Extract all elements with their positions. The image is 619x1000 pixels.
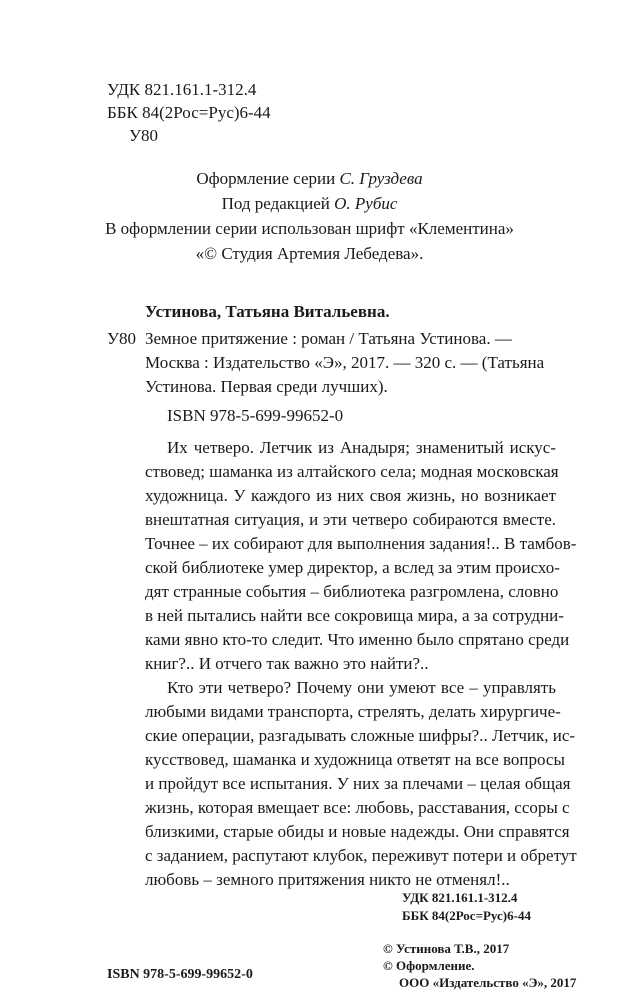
- text-line: Кто эти четверо? Почему они умеют все – управлять: [167, 678, 556, 697]
- series-design-line: Оформление серии С. Груздева: [196, 169, 423, 188]
- text-line: любыми видами транспорта, стрелять, делать хирургиче-: [145, 702, 561, 721]
- text-line: внештатная ситуация, и эти четверо собираются вместе.: [145, 510, 556, 529]
- catalog-code: У80: [107, 329, 137, 348]
- copyright-author: © Устинова Т.В., 2017: [383, 941, 510, 956]
- annotation-paragraph-1: [145, 436, 577, 676]
- author-sign-code: У80: [129, 126, 159, 145]
- footer-bbk: ББК 84(2Рос=Рус)6-44: [402, 908, 531, 923]
- text-line: ские операции, разгадывать сложные шифры?.. Летчик, ис-: [145, 726, 576, 745]
- text-line: книг?.. И отчего так важно это найти?..: [145, 654, 429, 673]
- text-line: ствовед; шаманка из алтайского села; модная московская: [145, 462, 559, 481]
- catalog-author: Устинова, Татьяна Витальевна.: [145, 302, 390, 321]
- footer-udk: УДК 821.161.1-312.4: [402, 890, 518, 905]
- text-line: жизнь, которая вмещает все: любовь, расставания, ссоры с: [145, 798, 570, 817]
- font-note-line-1: В оформлении серии использован шрифт «Клементина»: [105, 219, 514, 238]
- catalog-isbn: ISBN 978-5-699-99652-0: [167, 406, 344, 425]
- editor-line: Под редакцией О. Рубис: [221, 194, 398, 213]
- text-line: близкими, старые обиды и новые надежды. Они справятся: [145, 822, 570, 841]
- catalog-entry-line-1: Земное притяжение : роман / Татьяна Устинова. —: [145, 329, 512, 348]
- text-line: ками явно кто-то следит. Что именно было спрятано среди: [145, 630, 570, 649]
- text-line: художница. У каждого из них своя жизнь, но возникает: [145, 486, 556, 505]
- text-line: Их четверо. Летчик из Анадыря; знаменитый искус-: [167, 438, 556, 457]
- text-line: ской библиотеке умер директор, а вслед за этим происхо-: [145, 558, 560, 577]
- editor-name: О. Рубис: [334, 194, 398, 213]
- catalog-entry-line-2: Москва : Издательство «Э», 2017. — 320 с. — (Татьяна: [145, 353, 545, 372]
- bbk-code: ББК 84(2Рос=Рус)6-44: [107, 103, 271, 122]
- text-line: в ней пытались найти все сокровища мира, а за сотрудни-: [145, 606, 564, 625]
- copyright-publisher: ООО «Издательство «Э», 2017: [399, 975, 577, 990]
- annotation-paragraph-2: [145, 676, 577, 892]
- font-note-line-2: «© Студия Артемия Лебедева».: [195, 244, 424, 263]
- catalog-entry-line-3: Устинова. Первая среди лучших).: [145, 377, 388, 396]
- text-line: любовь – земного притяжения никто не отменял!..: [145, 870, 510, 889]
- text-line: Точнее – их собирают для выполнения задания!.. В тамбов-: [145, 534, 577, 553]
- series-designer-name: С. Груздева: [339, 169, 423, 188]
- text-line: кусствовед, шаманка и художница ответят на все вопросы: [145, 750, 565, 769]
- text-line: с заданием, распутают клубок, переживут потери и обретут: [145, 846, 577, 865]
- text-line: и пройдут все испытания. У них за плечами – целая общая: [145, 774, 571, 793]
- text-line: дят странные события – библиотека разгромлена, словно: [145, 582, 559, 601]
- copyright-design: © Оформление.: [383, 958, 475, 973]
- footer-isbn: ISBN 978-5-699-99652-0: [107, 967, 253, 982]
- credits-block: [0, 166, 619, 266]
- udk-code: УДК 821.161.1-312.4: [107, 80, 257, 99]
